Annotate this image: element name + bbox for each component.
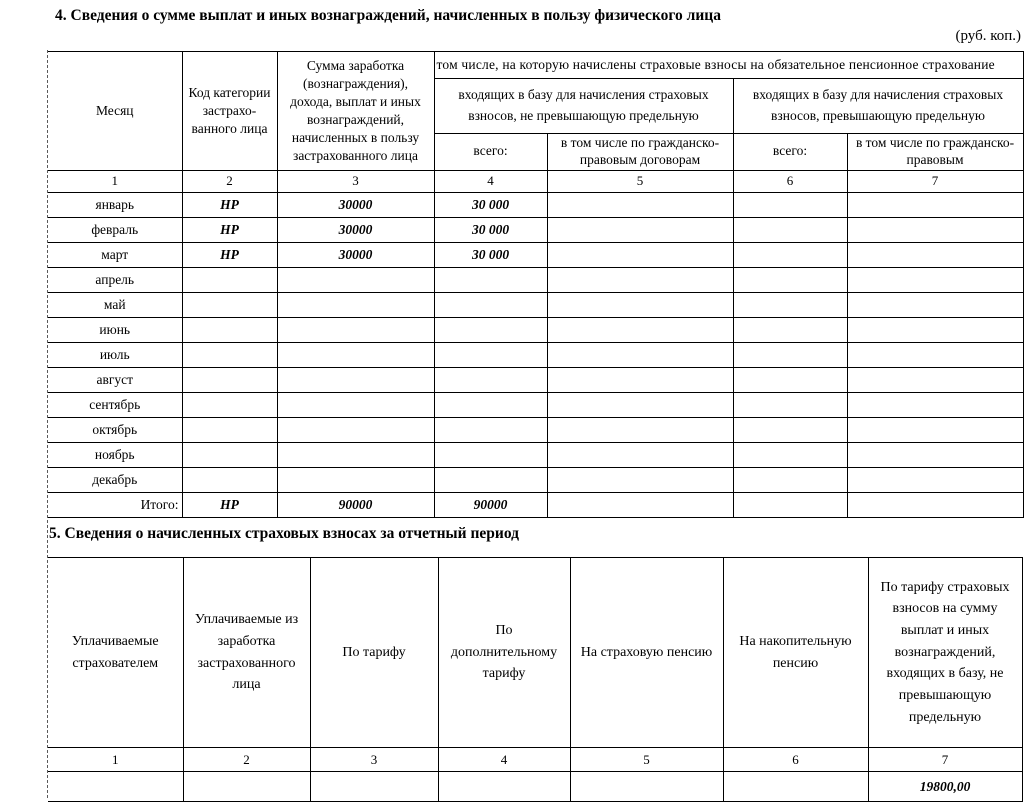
- by-tariff-header: По тарифу: [310, 558, 438, 748]
- value-cell[interactable]: [847, 292, 1023, 317]
- currency-note: (руб. коп.): [955, 28, 1021, 44]
- category-code-header-cell: Код категории застрахо-ванного лица: [182, 52, 277, 171]
- base-not-exceeding-header: входящих в базу для начисления страховых взносов, не превышающую предельную: [434, 79, 733, 134]
- category-code-cell[interactable]: [182, 342, 277, 367]
- month-cell: июль: [48, 342, 182, 367]
- value-cell[interactable]: [733, 292, 847, 317]
- value-cell[interactable]: [277, 317, 434, 342]
- paid-from-earnings-header: Уплачиваемые из заработка застрахованного лица: [183, 558, 310, 748]
- value-cell[interactable]: [847, 467, 1023, 492]
- table-row: [48, 467, 1023, 492]
- tariff-base-not-exceeding-header: По тарифу страховых взносов на сумму выплат и иных вознаграждений, входящих в базу, не превышающую предельную: [868, 558, 1022, 748]
- value-cell[interactable]: [733, 442, 847, 467]
- value-cell[interactable]: [847, 242, 1023, 267]
- month-cell: февраль: [48, 217, 182, 242]
- value-cell[interactable]: [547, 317, 733, 342]
- value-cell[interactable]: [277, 342, 434, 367]
- value-cell[interactable]: 19800,00: [868, 772, 1022, 802]
- value-cell[interactable]: [434, 342, 547, 367]
- value-cell[interactable]: [547, 467, 733, 492]
- value-cell[interactable]: 30000: [277, 242, 434, 267]
- column-number-cell: 5: [547, 170, 733, 192]
- category-code-cell[interactable]: [182, 292, 277, 317]
- value-cell[interactable]: [847, 442, 1023, 467]
- table-row: [48, 242, 1023, 267]
- value-cell[interactable]: [733, 467, 847, 492]
- value-cell[interactable]: [847, 342, 1023, 367]
- month-cell: июнь: [48, 317, 182, 342]
- value-cell[interactable]: [733, 217, 847, 242]
- column-number-cell: 2: [182, 170, 277, 192]
- table-row: [48, 292, 1023, 317]
- section4-title: 4. Сведения о сумме выплат и иных вознаграждений, начисленных в пользу физического лица: [55, 7, 721, 24]
- column-number-cell: 7: [847, 170, 1023, 192]
- value-cell[interactable]: [847, 317, 1023, 342]
- value-cell[interactable]: [847, 367, 1023, 392]
- value-cell[interactable]: 30 000: [434, 242, 547, 267]
- column-number-cell: 6: [723, 748, 868, 772]
- category-code-cell[interactable]: [182, 267, 277, 292]
- column-number-cell: 4: [438, 748, 570, 772]
- value-cell[interactable]: [733, 242, 847, 267]
- section5-title: 5. Сведения о начисленных страховых взносах за отчетный период: [49, 525, 519, 542]
- month-cell: апрель: [48, 267, 182, 292]
- table-row: [48, 417, 1023, 442]
- value-cell[interactable]: 30 000: [434, 192, 547, 217]
- value-cell[interactable]: [547, 417, 733, 442]
- category-code-cell[interactable]: НР: [182, 242, 277, 267]
- payments-table: [48, 51, 1024, 518]
- value-cell[interactable]: [277, 442, 434, 467]
- column-number-cell: 5: [570, 748, 723, 772]
- value-cell[interactable]: [547, 242, 733, 267]
- value-cell[interactable]: [277, 417, 434, 442]
- column-number-cell: 1: [48, 748, 183, 772]
- table-row: [48, 442, 1023, 467]
- month-cell: январь: [48, 192, 182, 217]
- table-row: [48, 192, 1023, 217]
- value-cell[interactable]: [547, 267, 733, 292]
- value-cell[interactable]: [847, 417, 1023, 442]
- category-code-cell[interactable]: [182, 467, 277, 492]
- table-row: [48, 317, 1023, 342]
- month-cell: ноябрь: [48, 442, 182, 467]
- table-row: [48, 342, 1023, 367]
- value-cell[interactable]: [733, 317, 847, 342]
- total-col-header-1: всего:: [434, 134, 547, 171]
- table-row: [48, 367, 1023, 392]
- earnings-sum-header-cell: Сумма заработка (вознаграждения), дохода, выплат и иных вознаграждений, начисленных в пользу застрахованного лица: [277, 52, 434, 171]
- total-value-cell[interactable]: [733, 492, 847, 517]
- total-value-cell[interactable]: [847, 492, 1023, 517]
- value-cell[interactable]: [434, 392, 547, 417]
- value-cell[interactable]: [434, 292, 547, 317]
- month-cell: май: [48, 292, 182, 317]
- paid-by-insurer-header: Уплачиваемые страхователем: [48, 558, 183, 748]
- category-code-cell[interactable]: НР: [182, 192, 277, 217]
- total-value-cell[interactable]: 90000: [277, 492, 434, 517]
- funded-pension-header: На накопительную пенсию: [723, 558, 868, 748]
- value-cell[interactable]: [547, 342, 733, 367]
- value-cell[interactable]: [547, 442, 733, 467]
- value-cell[interactable]: [547, 217, 733, 242]
- month-cell: март: [48, 242, 182, 267]
- totals-label-cell: Итого:: [48, 492, 182, 517]
- totals-row: [48, 492, 1023, 517]
- category-code-cell[interactable]: [182, 392, 277, 417]
- insurance-pension-header: На страховую пенсию: [570, 558, 723, 748]
- category-code-cell[interactable]: НР: [182, 217, 277, 242]
- value-cell[interactable]: [733, 367, 847, 392]
- category-code-cell[interactable]: [182, 442, 277, 467]
- total-col-header-2: всего:: [733, 134, 847, 171]
- value-cell[interactable]: [847, 192, 1023, 217]
- value-cell[interactable]: [723, 772, 868, 802]
- value-cell[interactable]: [48, 772, 183, 802]
- value-cell[interactable]: [277, 392, 434, 417]
- value-cell[interactable]: [547, 392, 733, 417]
- pension-contributions-group-header: том числе, на которую начислены страховые взносы на обязательное пенсионное страхование: [434, 52, 1023, 79]
- value-cell[interactable]: [434, 467, 547, 492]
- value-cell[interactable]: [847, 392, 1023, 417]
- category-code-cell[interactable]: [182, 417, 277, 442]
- value-cell[interactable]: [438, 772, 570, 802]
- table-row: [48, 267, 1023, 292]
- column-number-cell: 3: [277, 170, 434, 192]
- month-cell: август: [48, 367, 182, 392]
- value-cell[interactable]: [547, 292, 733, 317]
- column-number-cell: 3: [310, 748, 438, 772]
- by-additional-tariff-header: По дополнительному тарифу: [438, 558, 570, 748]
- total-value-cell[interactable]: [547, 492, 733, 517]
- table-row: [48, 217, 1023, 242]
- value-cell[interactable]: [434, 317, 547, 342]
- value-cell[interactable]: [277, 467, 434, 492]
- base-exceeding-header: входящих в базу для начисления страховых взносов, превышающую предельную: [733, 79, 1023, 134]
- value-cell[interactable]: [183, 772, 310, 802]
- value-cell[interactable]: [277, 367, 434, 392]
- value-cell[interactable]: [547, 192, 733, 217]
- table-row: [48, 392, 1023, 417]
- value-cell[interactable]: [733, 392, 847, 417]
- month-cell: октябрь: [48, 417, 182, 442]
- civil-contracts-col-header-1: в том числе по гражданско-правовым договорам: [547, 134, 733, 171]
- value-cell[interactable]: [847, 217, 1023, 242]
- column-number-cell: 6: [733, 170, 847, 192]
- column-number-cell: 7: [868, 748, 1022, 772]
- column-number-cell: 2: [183, 748, 310, 772]
- total-value-cell[interactable]: 90000: [434, 492, 547, 517]
- category-code-cell[interactable]: [182, 367, 277, 392]
- category-code-cell[interactable]: [182, 317, 277, 342]
- value-cell[interactable]: [434, 417, 547, 442]
- values-row: [48, 772, 1022, 802]
- value-cell[interactable]: 30000: [277, 217, 434, 242]
- column-number-cell: 1: [48, 170, 182, 192]
- value-cell[interactable]: [434, 442, 547, 467]
- value-cell[interactable]: [733, 267, 847, 292]
- value-cell[interactable]: [434, 267, 547, 292]
- value-cell[interactable]: [277, 292, 434, 317]
- value-cell[interactable]: [733, 342, 847, 367]
- value-cell[interactable]: [847, 267, 1023, 292]
- category-code-total-cell[interactable]: НР: [182, 492, 277, 517]
- month-cell: сентябрь: [48, 392, 182, 417]
- value-cell[interactable]: 30 000: [434, 217, 547, 242]
- column-number-cell: 4: [434, 170, 547, 192]
- month-header-cell: Месяц: [48, 52, 182, 171]
- value-cell[interactable]: [434, 367, 547, 392]
- value-cell[interactable]: [310, 772, 438, 802]
- value-cell[interactable]: [547, 367, 733, 392]
- value-cell[interactable]: 30000: [277, 192, 434, 217]
- value-cell[interactable]: [570, 772, 723, 802]
- contributions-table: [48, 557, 1023, 802]
- value-cell[interactable]: [277, 267, 434, 292]
- civil-contracts-col-header-2: в том числе по гражданско-правовым: [847, 134, 1023, 171]
- value-cell[interactable]: [733, 192, 847, 217]
- month-cell: декабрь: [48, 467, 182, 492]
- value-cell[interactable]: [733, 417, 847, 442]
